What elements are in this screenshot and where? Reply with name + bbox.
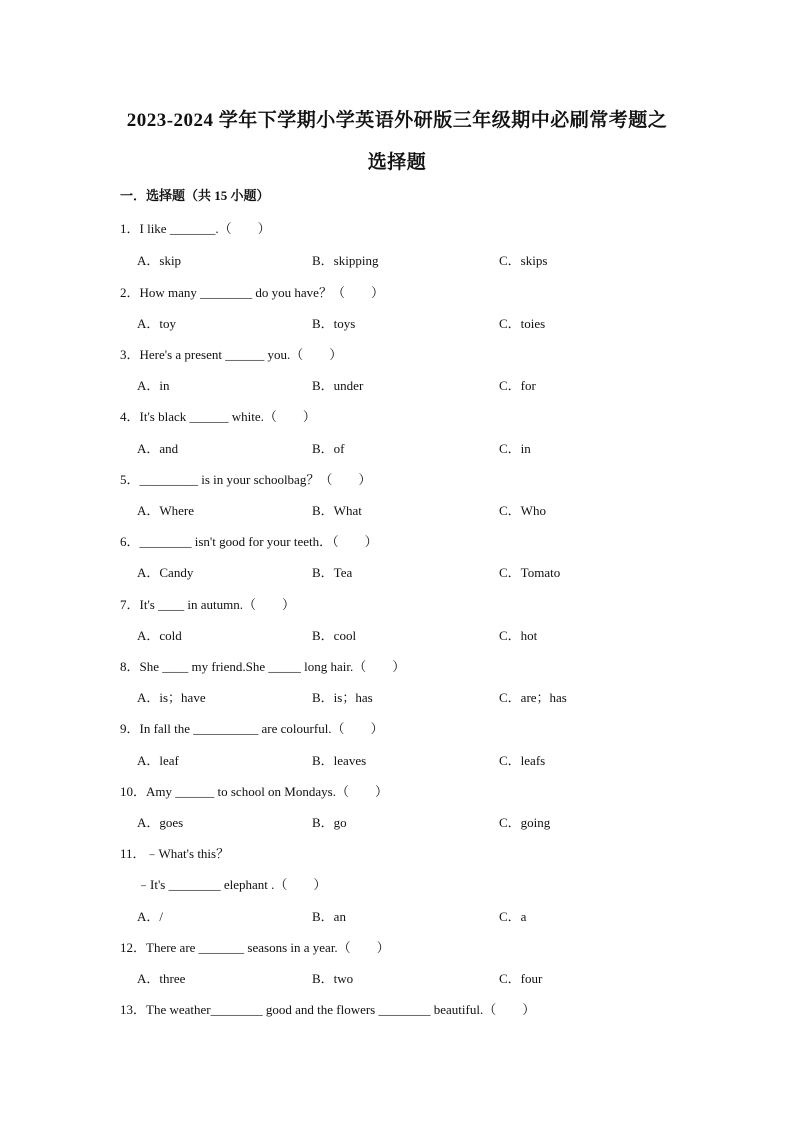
question-8: 8．She ____ my friend.She _____ long hair.（ ）	[120, 659, 406, 674]
question-12-option-a: A．three	[137, 971, 186, 986]
question-3-option-c: C．for	[499, 378, 536, 393]
question-3-option-b: B．under	[312, 378, 364, 393]
question-11-option-b: B．an	[312, 909, 346, 924]
question-1-option-b: B．skipping	[312, 253, 379, 268]
question-5-option-a: A．Where	[137, 503, 195, 518]
question-6-option-c: C．Tomato	[499, 565, 561, 580]
question-9-option-c: C．leafs	[499, 753, 546, 768]
question-4-option-b: B．of	[312, 441, 345, 456]
question-7-option-b: B．cool	[312, 628, 357, 643]
question-7: 7．It's ____ in autumn.（ ）	[120, 597, 295, 612]
page-title: 2023-2024 学年下学期小学英语外研版三年级期中必刷常考题之	[126, 110, 668, 131]
question-2-option-b: B．toys	[312, 316, 356, 331]
question-2-option-c: C．toies	[499, 316, 546, 331]
question-8-option-c: C．are；has	[499, 690, 567, 705]
question-6-option-b: B．Tea	[312, 565, 353, 580]
question-10: 10．Amy ______ to school on Mondays.（ ）	[120, 784, 388, 799]
question-4-option-a: A．and	[137, 441, 179, 456]
question-4: 4．It's black ______ white.（ ）	[120, 409, 316, 424]
question-4-option-c: C．in	[499, 441, 531, 456]
question-9-option-a: A．leaf	[137, 753, 179, 768]
question-12: 12．There are _______ seasons in a year.（ ）	[120, 940, 390, 955]
question-1-option-c: C．skips	[499, 253, 548, 268]
question-5-option-c: C．Who	[499, 503, 546, 518]
question-5: 5．_________ is in your schoolbag？（ ）	[120, 472, 372, 487]
question-10-option-c: C．going	[499, 815, 551, 830]
question-13: 13．The weather________ good and the flowers ________ beautiful.（ ）	[120, 1002, 536, 1017]
question-3: 3．Here's a present ______ you.（ ）	[120, 347, 343, 362]
question-3-option-a: A．in	[137, 378, 170, 393]
question-6-option-a: A．Candy	[137, 565, 194, 580]
question-8-option-b: B．is；has	[312, 690, 373, 705]
question-5-option-b: B．What	[312, 503, 362, 518]
question-2-option-a: A．toy	[137, 316, 177, 331]
question-9-option-b: B．leaves	[312, 753, 367, 768]
question-11: 11．﹣What's this？	[120, 846, 230, 861]
question-1-option-a: A．skip	[137, 253, 182, 268]
question-6: 6．________ isn't good for your teeth．（ ）	[120, 534, 378, 549]
question-12-option-c: C．four	[499, 971, 543, 986]
question-7-option-c: C．hot	[499, 628, 538, 643]
question-11-option-c: C．a	[499, 909, 527, 924]
question-9: 9．In fall the __________ are colourful.（ ）	[120, 721, 384, 736]
question-7-option-a: A．cold	[137, 628, 182, 643]
question-10-option-a: A．goes	[137, 815, 184, 830]
section-heading: 一．选择题（共 15 小题）	[120, 188, 270, 203]
question-12-option-b: B．two	[312, 971, 354, 986]
question-8-option-a: A．is；have	[137, 690, 206, 705]
question-10-option-b: B．go	[312, 815, 347, 830]
question-11-option-a: A．/	[137, 909, 164, 924]
question-11-line2: ﹣It's ________ elephant .（ ）	[137, 877, 327, 892]
page-title-line2: 选择题	[367, 152, 427, 173]
question-2: 2．How many ________ do you have？（ ）	[120, 285, 384, 300]
question-1: 1．I like _______.（ ）	[120, 221, 271, 236]
